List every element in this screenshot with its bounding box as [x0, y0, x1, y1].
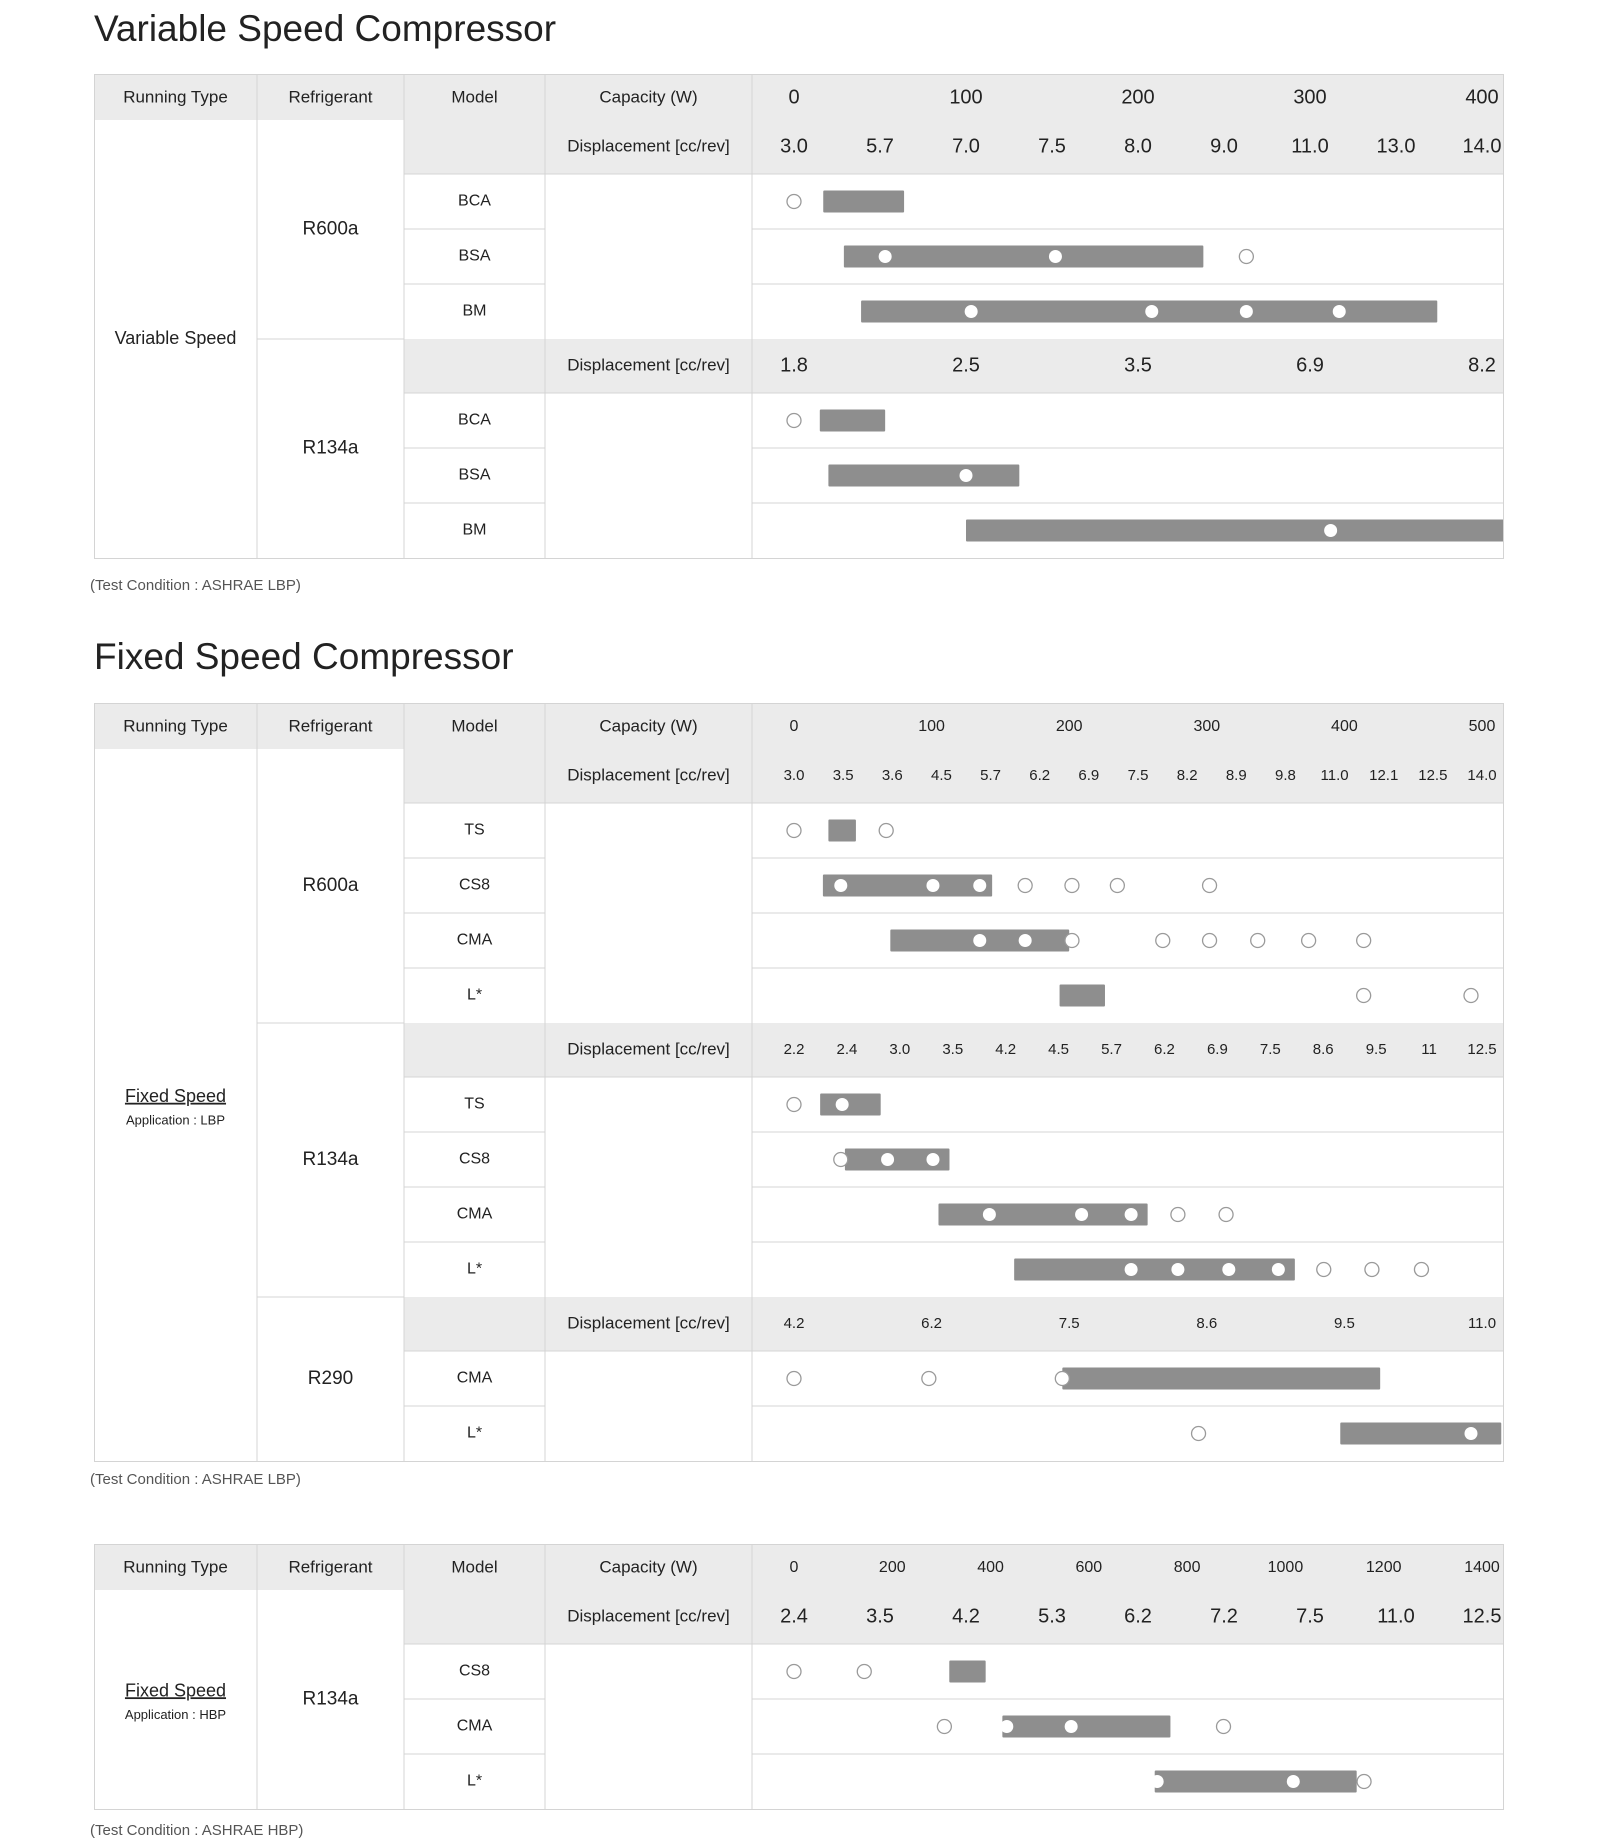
capacity-range-bar [938, 1204, 1147, 1226]
header-capacity: Capacity (W) [599, 716, 698, 736]
model-capacity-point [1075, 1208, 1088, 1221]
displacement-label: Displacement [cc/rev] [567, 1039, 730, 1059]
table-svg [94, 703, 1504, 1463]
available-capacity-marker [1302, 934, 1316, 948]
displacement-label: Displacement [cc/rev] [567, 765, 730, 785]
displacement-tick-label: 6.9 [1296, 354, 1324, 377]
displacement-label: Displacement [cc/rev] [567, 355, 730, 375]
available-capacity-marker [937, 1720, 951, 1734]
displacement-tick-label: 2.2 [783, 1040, 805, 1058]
displacement-tick-label: 6.2 [921, 1314, 943, 1332]
available-capacity-marker [879, 824, 893, 838]
table-svg [94, 74, 1504, 560]
available-capacity-marker [1171, 1208, 1185, 1222]
capacity-range-bar [823, 191, 904, 213]
model-name: L* [466, 986, 483, 1004]
available-capacity-marker [1357, 934, 1371, 948]
displacement-tick-label: 3.0 [780, 135, 808, 158]
application-label: Application : HBP [124, 1706, 227, 1722]
displacement-tick-label: 7.5 [1259, 1040, 1281, 1058]
refrigerant-label: R290 [307, 1368, 354, 1390]
capacity-range-bar [1014, 1259, 1295, 1281]
displacement-tick-label: 5.7 [1101, 1040, 1122, 1058]
displacement-tick-label: 8.9 [1225, 766, 1247, 784]
capacity-range-bar [828, 465, 1019, 487]
model-capacity-point [1222, 1263, 1235, 1276]
displacement-tick-label: 5.7 [980, 766, 1002, 784]
displacement-tick-label: 7.5 [1127, 766, 1149, 784]
model-capacity-point [879, 250, 892, 263]
displacement-tick-label: 7.5 [1058, 1314, 1080, 1332]
model-capacity-point [834, 879, 847, 892]
header-refrigerant: Refrigerant [288, 87, 373, 107]
model-capacity-point [881, 1153, 894, 1166]
header-running-type: Running Type [123, 716, 228, 736]
capacity-range-bar [1060, 985, 1105, 1007]
refrigerant-label: R600a [302, 875, 359, 897]
capacity-tick-label: 100 [918, 718, 945, 736]
available-capacity-marker [787, 824, 801, 838]
model-capacity-point [1272, 1263, 1285, 1276]
capacity-tick-label: 400 [977, 1559, 1004, 1577]
header-refrigerant: Refrigerant [288, 1557, 373, 1577]
displacement-tick-label: 8.6 [1196, 1314, 1218, 1332]
available-capacity-marker [1203, 879, 1217, 893]
displacement-tick-label: 4.2 [995, 1040, 1017, 1058]
model-capacity-point [1145, 305, 1158, 318]
model-capacity-point [1333, 305, 1346, 318]
displacement-tick-label: 8.0 [1124, 135, 1152, 158]
displacement-tick-label: 14.0 [1462, 135, 1502, 158]
available-capacity-marker [1110, 879, 1124, 893]
displacement-tick-label: 8.2 [1468, 354, 1496, 377]
displacement-tick-label: 4.2 [783, 1314, 805, 1332]
displacement-tick-label: 7.2 [1210, 1605, 1238, 1628]
displacement-tick-label: 5.3 [1038, 1605, 1066, 1628]
model-capacity-point [836, 1098, 849, 1111]
available-capacity-marker [787, 1665, 801, 1679]
displacement-tick-label: 6.9 [1206, 1040, 1228, 1058]
displacement-tick-label: 13.0 [1376, 135, 1416, 158]
capacity-range-bar [1002, 1716, 1170, 1738]
model-name: L* [466, 1260, 483, 1278]
available-capacity-marker [1219, 1208, 1233, 1222]
capacity-range-bar [1155, 1771, 1357, 1793]
model-capacity-point [1324, 524, 1337, 537]
test-condition-note: (Test Condition : ASHRAE LBP) [90, 577, 301, 594]
capacity-tick-label: 300 [1293, 86, 1327, 109]
section-title-variable: Variable Speed Compressor [94, 8, 557, 49]
test-condition-note: (Test Condition : ASHRAE LBP) [90, 1471, 301, 1488]
displacement-tick-label: 3.0 [889, 1040, 911, 1058]
model-name: CMA [456, 931, 493, 949]
model-capacity-point [926, 879, 939, 892]
model-name: CS8 [458, 1150, 491, 1168]
capacity-range-bar [820, 410, 885, 432]
variable-speed-table [94, 74, 1504, 558]
displacement-tick-label: 12.5 [1462, 1605, 1502, 1628]
capacity-tick-label: 0 [789, 718, 799, 736]
displacement-tick-label: 14.0 [1467, 766, 1497, 784]
fixed-speed-lbp-table [94, 703, 1504, 1461]
displacement-tick-label: 8.6 [1312, 1040, 1334, 1058]
capacity-tick-label: 0 [789, 1559, 799, 1577]
model-name: CMA [456, 1717, 493, 1735]
capacity-tick-label: 600 [1075, 1559, 1103, 1577]
model-capacity-point [965, 305, 978, 318]
available-capacity-marker [922, 1372, 936, 1386]
capacity-range-bar [1062, 1368, 1380, 1390]
available-capacity-marker [1217, 1720, 1231, 1734]
displacement-tick-label: 3.6 [881, 766, 903, 784]
capacity-tick-label: 1200 [1365, 1559, 1402, 1577]
available-capacity-marker [1357, 1775, 1371, 1789]
available-capacity-marker [787, 195, 801, 209]
displacement-label: Displacement [cc/rev] [567, 1606, 730, 1626]
capacity-range-bar [823, 875, 992, 897]
model-name: TS [464, 821, 485, 839]
model-capacity-point [1287, 1775, 1300, 1788]
capacity-tick-label: 300 [1193, 718, 1221, 736]
model-capacity-point [926, 1153, 939, 1166]
refrigerant-label: R134a [302, 1688, 359, 1710]
model-name: CS8 [458, 876, 491, 894]
model-capacity-point [1065, 1720, 1078, 1733]
header-model: Model [451, 1557, 498, 1577]
model-name: CS8 [458, 1662, 491, 1680]
available-capacity-marker [1192, 1427, 1206, 1441]
available-capacity-marker [1065, 934, 1079, 948]
capacity-range-bar [949, 1661, 985, 1683]
model-name: BCA [458, 192, 491, 210]
displacement-tick-label: 6.2 [1154, 1040, 1175, 1058]
displacement-tick-label: 11.0 [1467, 1314, 1497, 1332]
available-capacity-marker [857, 1665, 871, 1679]
displacement-tick-label: 9.8 [1274, 766, 1296, 784]
displacement-tick-label: 2.5 [952, 354, 980, 377]
header-running-type: Running Type [123, 1557, 228, 1577]
model-capacity-point [1000, 1720, 1013, 1733]
capacity-tick-label: 200 [1121, 86, 1155, 109]
model-capacity-point [1464, 1427, 1477, 1440]
displacement-tick-label: 5.7 [866, 135, 894, 158]
capacity-tick-label: 100 [949, 86, 983, 109]
model-capacity-point [960, 469, 973, 482]
model-name: L* [466, 1424, 483, 1442]
header-model: Model [451, 716, 498, 736]
header-capacity: Capacity (W) [599, 1557, 698, 1577]
capacity-tick-label: 800 [1173, 1559, 1201, 1577]
capacity-tick-label: 400 [1465, 86, 1499, 109]
displacement-label: Displacement [cc/rev] [567, 1313, 730, 1333]
displacement-tick-label: 12.5 [1418, 766, 1448, 784]
available-capacity-marker [787, 1372, 801, 1386]
model-name: CMA [456, 1369, 493, 1387]
capacity-tick-label: 200 [878, 1559, 906, 1577]
displacement-tick-label: 3.5 [942, 1040, 964, 1058]
capacity-tick-label: 400 [1331, 718, 1358, 736]
available-capacity-marker [1251, 934, 1265, 948]
model-name: BSA [458, 466, 491, 484]
model-capacity-point [1240, 305, 1253, 318]
displacement-tick-label: 4.5 [1048, 1040, 1070, 1058]
displacement-tick-label: 9.0 [1210, 135, 1238, 158]
available-capacity-marker [787, 414, 801, 428]
displacement-tick-label: 6.9 [1078, 766, 1100, 784]
displacement-tick-label: 4.5 [930, 766, 952, 784]
capacity-tick-label: 500 [1468, 718, 1496, 736]
displacement-tick-label: 2.4 [780, 1605, 808, 1628]
section-title-fixed: Fixed Speed Compressor [94, 636, 514, 677]
model-name: BCA [458, 411, 491, 429]
displacement-tick-label: 6.2 [1124, 1605, 1152, 1628]
model-name: L* [466, 1772, 483, 1790]
available-capacity-marker [787, 1098, 801, 1112]
displacement-tick-label: 4.2 [952, 1605, 980, 1628]
model-capacity-point [1125, 1208, 1138, 1221]
displacement-tick-label: 11.0 [1291, 135, 1329, 158]
available-capacity-marker [1203, 934, 1217, 948]
displacement-tick-label: 11.0 [1320, 766, 1349, 784]
running-type-label: Variable Speed [114, 327, 237, 348]
capacity-range-bar [828, 820, 856, 842]
available-capacity-marker [1464, 989, 1478, 1003]
test-condition-note: (Test Condition : ASHRAE HBP) [90, 1822, 304, 1839]
model-name: TS [464, 1095, 485, 1113]
header-model: Model [451, 87, 498, 107]
header-refrigerant: Refrigerant [288, 716, 373, 736]
refrigerant-label: R600a [302, 218, 359, 240]
displacement-tick-label: 11 [1421, 1040, 1437, 1058]
model-name: BM [462, 302, 487, 320]
displacement-label: Displacement [cc/rev] [567, 136, 730, 156]
displacement-tick-label: 8.2 [1176, 766, 1198, 784]
displacement-tick-label: 7.5 [1038, 135, 1066, 158]
displacement-tick-label: 11.0 [1377, 1605, 1415, 1628]
capacity-tick-label: 200 [1055, 718, 1083, 736]
available-capacity-marker [1065, 879, 1079, 893]
model-capacity-point [1019, 934, 1032, 947]
table-svg [94, 1544, 1504, 1811]
model-capacity-point [1151, 1775, 1164, 1788]
displacement-tick-label: 12.5 [1467, 1040, 1497, 1058]
model-capacity-point [1049, 250, 1062, 263]
available-capacity-marker [1357, 989, 1371, 1003]
capacity-range-bar [820, 1094, 881, 1116]
header-capacity: Capacity (W) [599, 87, 698, 107]
displacement-tick-label: 3.5 [866, 1605, 894, 1628]
model-capacity-point [973, 934, 986, 947]
capacity-range-bar [966, 520, 1504, 542]
capacity-range-bar [844, 246, 1203, 268]
available-capacity-marker [1055, 1372, 1069, 1386]
capacity-tick-label: 1000 [1267, 1559, 1304, 1577]
refrigerant-label: R134a [302, 1149, 359, 1171]
model-capacity-point [983, 1208, 996, 1221]
available-capacity-marker [1414, 1263, 1428, 1277]
displacement-tick-label: 12.1 [1369, 766, 1399, 784]
header-running-type: Running Type [123, 87, 228, 107]
application-label: Application : LBP [125, 1112, 226, 1128]
model-capacity-point [1125, 1263, 1138, 1276]
available-capacity-marker [1239, 250, 1253, 264]
displacement-tick-label: 9.5 [1333, 1314, 1355, 1332]
available-capacity-marker [1018, 879, 1032, 893]
refrigerant-label: R134a [302, 437, 359, 459]
available-capacity-marker [1156, 934, 1170, 948]
displacement-tick-label: 3.0 [783, 766, 805, 784]
displacement-tick-label: 1.8 [780, 354, 808, 377]
running-type-label: Fixed Speed [124, 1085, 227, 1106]
displacement-tick-label: 7.5 [1296, 1605, 1324, 1628]
model-capacity-point [973, 879, 986, 892]
available-capacity-marker [1365, 1263, 1379, 1277]
available-capacity-marker [1317, 1263, 1331, 1277]
displacement-tick-label: 3.5 [1124, 354, 1152, 377]
displacement-tick-label: 2.4 [836, 1040, 858, 1058]
displacement-tick-label: 3.5 [832, 766, 854, 784]
model-capacity-point [1171, 1263, 1184, 1276]
capacity-tick-label: 1400 [1464, 1559, 1500, 1577]
running-type-label: Fixed Speed [124, 1680, 227, 1701]
displacement-tick-label: 6.2 [1029, 766, 1051, 784]
model-name: BSA [458, 247, 491, 265]
displacement-tick-label: 9.5 [1365, 1040, 1387, 1058]
model-name: CMA [456, 1205, 493, 1223]
displacement-tick-label: 7.0 [952, 135, 980, 158]
model-name: BM [462, 521, 487, 539]
available-capacity-marker [834, 1153, 848, 1167]
fixed-speed-hbp-table [94, 1544, 1504, 1809]
capacity-tick-label: 0 [788, 86, 800, 109]
